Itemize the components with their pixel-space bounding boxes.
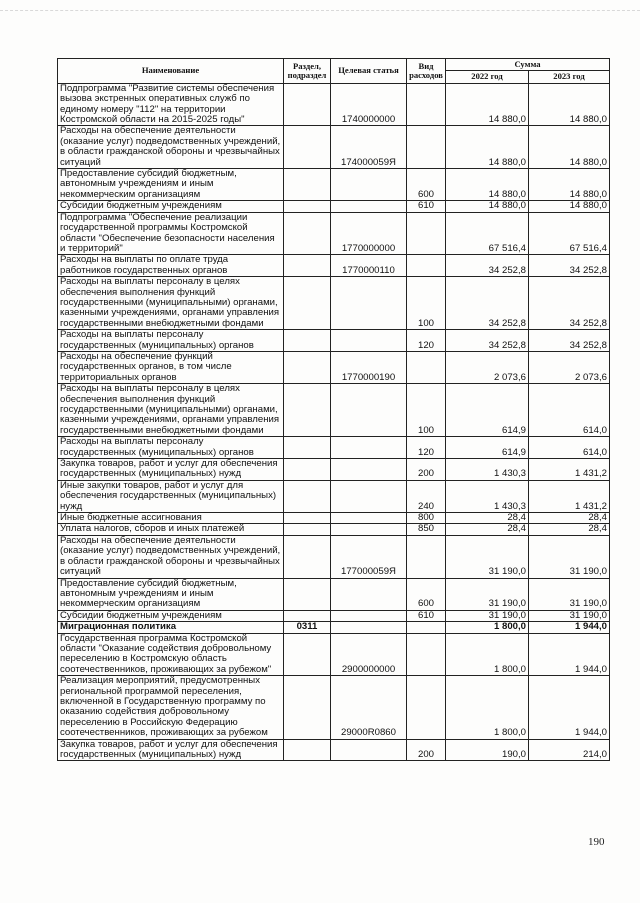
row-sum-2023: 214,0 (529, 739, 610, 761)
row-sum-2022: 14 880,0 (446, 201, 529, 212)
table-row (58, 578, 610, 610)
row-expense-kind: 120 (407, 330, 446, 352)
table-row (58, 255, 610, 277)
table-row (58, 330, 610, 352)
row-sum-2023: 2 073,6 (529, 351, 610, 383)
row-sum-2022: 34 252,8 (446, 255, 529, 277)
row-target-code (331, 513, 407, 524)
row-name: Реализация мероприятий, предусмотренных региональной программой переселения, включенной в Государственную программу по оказанию содействия добровольному переселению в Российскую Федерацию соотечественников, проживающих за рубежом (58, 676, 284, 739)
row-expense-kind: 240 (407, 480, 446, 512)
row-name: Подпрограмма "Обеспечение реализации государственной программы Костромской области "Обеспечение безопасности населения и территорий" (58, 212, 284, 255)
row-name: Расходы на выплаты персоналу государственных (муниципальных) органов (58, 330, 284, 352)
row-sum-2022: 14 880,0 (446, 169, 529, 201)
table-row (58, 739, 610, 761)
table-row (58, 351, 610, 383)
row-target-code (331, 169, 407, 201)
row-section-code (284, 633, 331, 676)
row-name: Закупка товаров, работ и услуг для обеспечения государственных (муниципальных) нужд (58, 459, 284, 481)
row-target-code: 174000059Я (331, 126, 407, 169)
row-section-code (284, 126, 331, 169)
row-section-code (284, 459, 331, 481)
row-expense-kind: 850 (407, 524, 446, 535)
row-name: Подпрограмма "Развитие системы обеспечения вызова экстренных оперативных служб по единому номеру "112" на территории Костромской области на 2015-2025 годы" (58, 83, 284, 126)
row-sum-2022: 28,4 (446, 513, 529, 524)
row-sum-2022: 1 800,0 (446, 622, 529, 633)
page-number: 190 (588, 836, 605, 848)
row-target-code (331, 739, 407, 761)
row-name: Субсидии бюджетным учреждениям (58, 201, 284, 212)
row-target-code (331, 578, 407, 610)
row-target-code: 29000R0860 (331, 676, 407, 739)
row-section-code (284, 524, 331, 535)
table-row (58, 212, 610, 255)
table-row (58, 622, 610, 633)
row-target-code (331, 622, 407, 633)
row-name: Расходы на обеспечение деятельности (оказание услуг) подведомственных учреждений, в области гражданской обороны и чрезвычайных ситуаций (58, 535, 284, 578)
row-expense-kind: 800 (407, 513, 446, 524)
row-target-code: 1770000110 (331, 255, 407, 277)
row-sum-2022: 31 190,0 (446, 610, 529, 621)
row-section-code (284, 676, 331, 739)
row-expense-kind: 610 (407, 201, 446, 212)
header-name: Наименование (58, 59, 284, 84)
table-row (58, 126, 610, 169)
row-sum-2022: 14 880,0 (446, 83, 529, 126)
row-expense-kind (407, 351, 446, 383)
row-sum-2022: 1 800,0 (446, 633, 529, 676)
row-sum-2022: 67 516,4 (446, 212, 529, 255)
row-sum-2022: 31 190,0 (446, 578, 529, 610)
table-header (58, 59, 610, 84)
table-row (58, 201, 610, 212)
table-row (58, 513, 610, 524)
row-expense-kind: 100 (407, 277, 446, 330)
row-sum-2022: 14 880,0 (446, 126, 529, 169)
row-sum-2023: 67 516,4 (529, 212, 610, 255)
table-row (58, 437, 610, 459)
row-name: Расходы на выплаты по оплате труда работников государственных органов (58, 255, 284, 277)
header-year-2022: 2022 год (446, 71, 529, 83)
row-sum-2023: 1 944,0 (529, 622, 610, 633)
row-name: Расходы на выплаты персоналу государственных (муниципальных) органов (58, 437, 284, 459)
row-name: Предоставление субсидий бюджетным, автономным учреждениям и иным некоммерческим организациям (58, 578, 284, 610)
row-section-code (284, 212, 331, 255)
row-section-code: 0311 (284, 622, 331, 633)
row-expense-kind (407, 126, 446, 169)
row-name: Субсидии бюджетным учреждениям (58, 610, 284, 621)
table-row (58, 676, 610, 739)
row-sum-2023: 14 880,0 (529, 169, 610, 201)
table-row (58, 535, 610, 578)
table-row (58, 169, 610, 201)
row-target-code (331, 277, 407, 330)
row-section-code (284, 384, 331, 437)
row-target-code (331, 480, 407, 512)
row-name: Расходы на выплаты персоналу в целях обеспечения выполнения функций государственными (муниципальными) органами, казенными учреждениями, органами управления государственными внебюджетными фондами (58, 384, 284, 437)
table-row (58, 384, 610, 437)
row-sum-2023: 1 431,2 (529, 459, 610, 481)
row-sum-2022: 614,9 (446, 437, 529, 459)
row-name: Расходы на обеспечение функций государственных органов, в том числе территориальных органов (58, 351, 284, 383)
row-sum-2023: 1 944,0 (529, 676, 610, 739)
row-sum-2023: 28,4 (529, 524, 610, 535)
row-sum-2023: 1 944,0 (529, 633, 610, 676)
row-target-code (331, 330, 407, 352)
budget-table (57, 58, 610, 761)
row-sum-2022: 34 252,8 (446, 330, 529, 352)
row-sum-2022: 1 430,3 (446, 480, 529, 512)
row-section-code (284, 83, 331, 126)
row-target-code: 2900000000 (331, 633, 407, 676)
row-section-code (284, 578, 331, 610)
row-target-code: 1740000000 (331, 83, 407, 126)
row-sum-2023: 31 190,0 (529, 578, 610, 610)
row-sum-2022: 1 430,3 (446, 459, 529, 481)
row-sum-2022: 2 073,6 (446, 351, 529, 383)
row-name: Расходы на обеспечение деятельности (оказание услуг) подведомственных учреждений, в области гражданской обороны и чрезвычайных ситуаций (58, 126, 284, 169)
header-target: Целевая статья (331, 59, 407, 84)
row-sum-2023: 1 431,2 (529, 480, 610, 512)
row-expense-kind: 200 (407, 739, 446, 761)
table-row (58, 633, 610, 676)
row-target-code (331, 201, 407, 212)
row-sum-2022: 614,9 (446, 384, 529, 437)
table-row (58, 277, 610, 330)
row-expense-kind (407, 212, 446, 255)
row-section-code (284, 351, 331, 383)
row-expense-kind (407, 535, 446, 578)
row-section-code (284, 513, 331, 524)
row-sum-2022: 31 190,0 (446, 535, 529, 578)
row-section-code (284, 437, 331, 459)
row-expense-kind: 600 (407, 169, 446, 201)
row-sum-2023: 14 880,0 (529, 126, 610, 169)
row-section-code (284, 480, 331, 512)
row-section-code (284, 277, 331, 330)
row-target-code (331, 437, 407, 459)
row-name: Миграционная политика (58, 622, 284, 633)
header-sum: Сумма (446, 59, 610, 71)
row-name: Предоставление субсидий бюджетным, автономным учреждениям и иным некоммерческим организациям (58, 169, 284, 201)
row-sum-2023: 614,0 (529, 384, 610, 437)
row-sum-2023: 31 190,0 (529, 610, 610, 621)
row-target-code (331, 524, 407, 535)
row-name: Закупка товаров, работ и услуг для обеспечения государственных (муниципальных) нужд (58, 739, 284, 761)
table-body (58, 83, 610, 761)
table-row (58, 524, 610, 535)
row-section-code (284, 610, 331, 621)
row-target-code (331, 610, 407, 621)
row-target-code: 1770000190 (331, 351, 407, 383)
row-sum-2022: 34 252,8 (446, 277, 529, 330)
row-expense-kind (407, 633, 446, 676)
row-expense-kind (407, 622, 446, 633)
header-year-2023: 2023 год (529, 71, 610, 83)
row-sum-2023: 34 252,8 (529, 330, 610, 352)
row-expense-kind (407, 676, 446, 739)
row-section-code (284, 201, 331, 212)
row-expense-kind: 200 (407, 459, 446, 481)
scan-edge-line (0, 10, 640, 11)
row-section-code (284, 535, 331, 578)
row-expense-kind: 120 (407, 437, 446, 459)
table-row (58, 83, 610, 126)
row-section-code (284, 255, 331, 277)
row-section-code (284, 330, 331, 352)
row-name: Расходы на выплаты персоналу в целях обеспечения выполнения функций государственными (муниципальными) органами, казенными учреждениями, органами управления государственными внебюджетными фондами (58, 277, 284, 330)
table-row (58, 610, 610, 621)
row-target-code (331, 459, 407, 481)
row-sum-2023: 14 880,0 (529, 201, 610, 212)
row-name: Иные закупки товаров, работ и услуг для обеспечения государственных (муниципальных) нужд (58, 480, 284, 512)
row-section-code (284, 739, 331, 761)
row-sum-2022: 190,0 (446, 739, 529, 761)
row-sum-2023: 28,4 (529, 513, 610, 524)
row-name: Иные бюджетные ассигнования (58, 513, 284, 524)
row-sum-2023: 31 190,0 (529, 535, 610, 578)
row-name: Государственная программа Костромской области "Оказание содействия добровольному переселению в Костромскую область соотечественников, проживающих за рубежом" (58, 633, 284, 676)
row-target-code: 1770000000 (331, 212, 407, 255)
row-expense-kind: 100 (407, 384, 446, 437)
row-sum-2022: 28,4 (446, 524, 529, 535)
row-section-code (284, 169, 331, 201)
table-row (58, 480, 610, 512)
row-name: Уплата налогов, сборов и иных платежей (58, 524, 284, 535)
row-sum-2023: 34 252,8 (529, 277, 610, 330)
row-target-code (331, 384, 407, 437)
row-sum-2023: 614,0 (529, 437, 610, 459)
row-expense-kind (407, 255, 446, 277)
row-expense-kind: 610 (407, 610, 446, 621)
table-row (58, 459, 610, 481)
header-section: Раздел, подраздел (284, 59, 331, 84)
row-sum-2022: 1 800,0 (446, 676, 529, 739)
row-sum-2023: 34 252,8 (529, 255, 610, 277)
row-expense-kind: 600 (407, 578, 446, 610)
header-kind: Вид расходов (407, 59, 446, 84)
row-sum-2023: 14 880,0 (529, 83, 610, 126)
row-expense-kind (407, 83, 446, 126)
row-target-code: 177000059Я (331, 535, 407, 578)
